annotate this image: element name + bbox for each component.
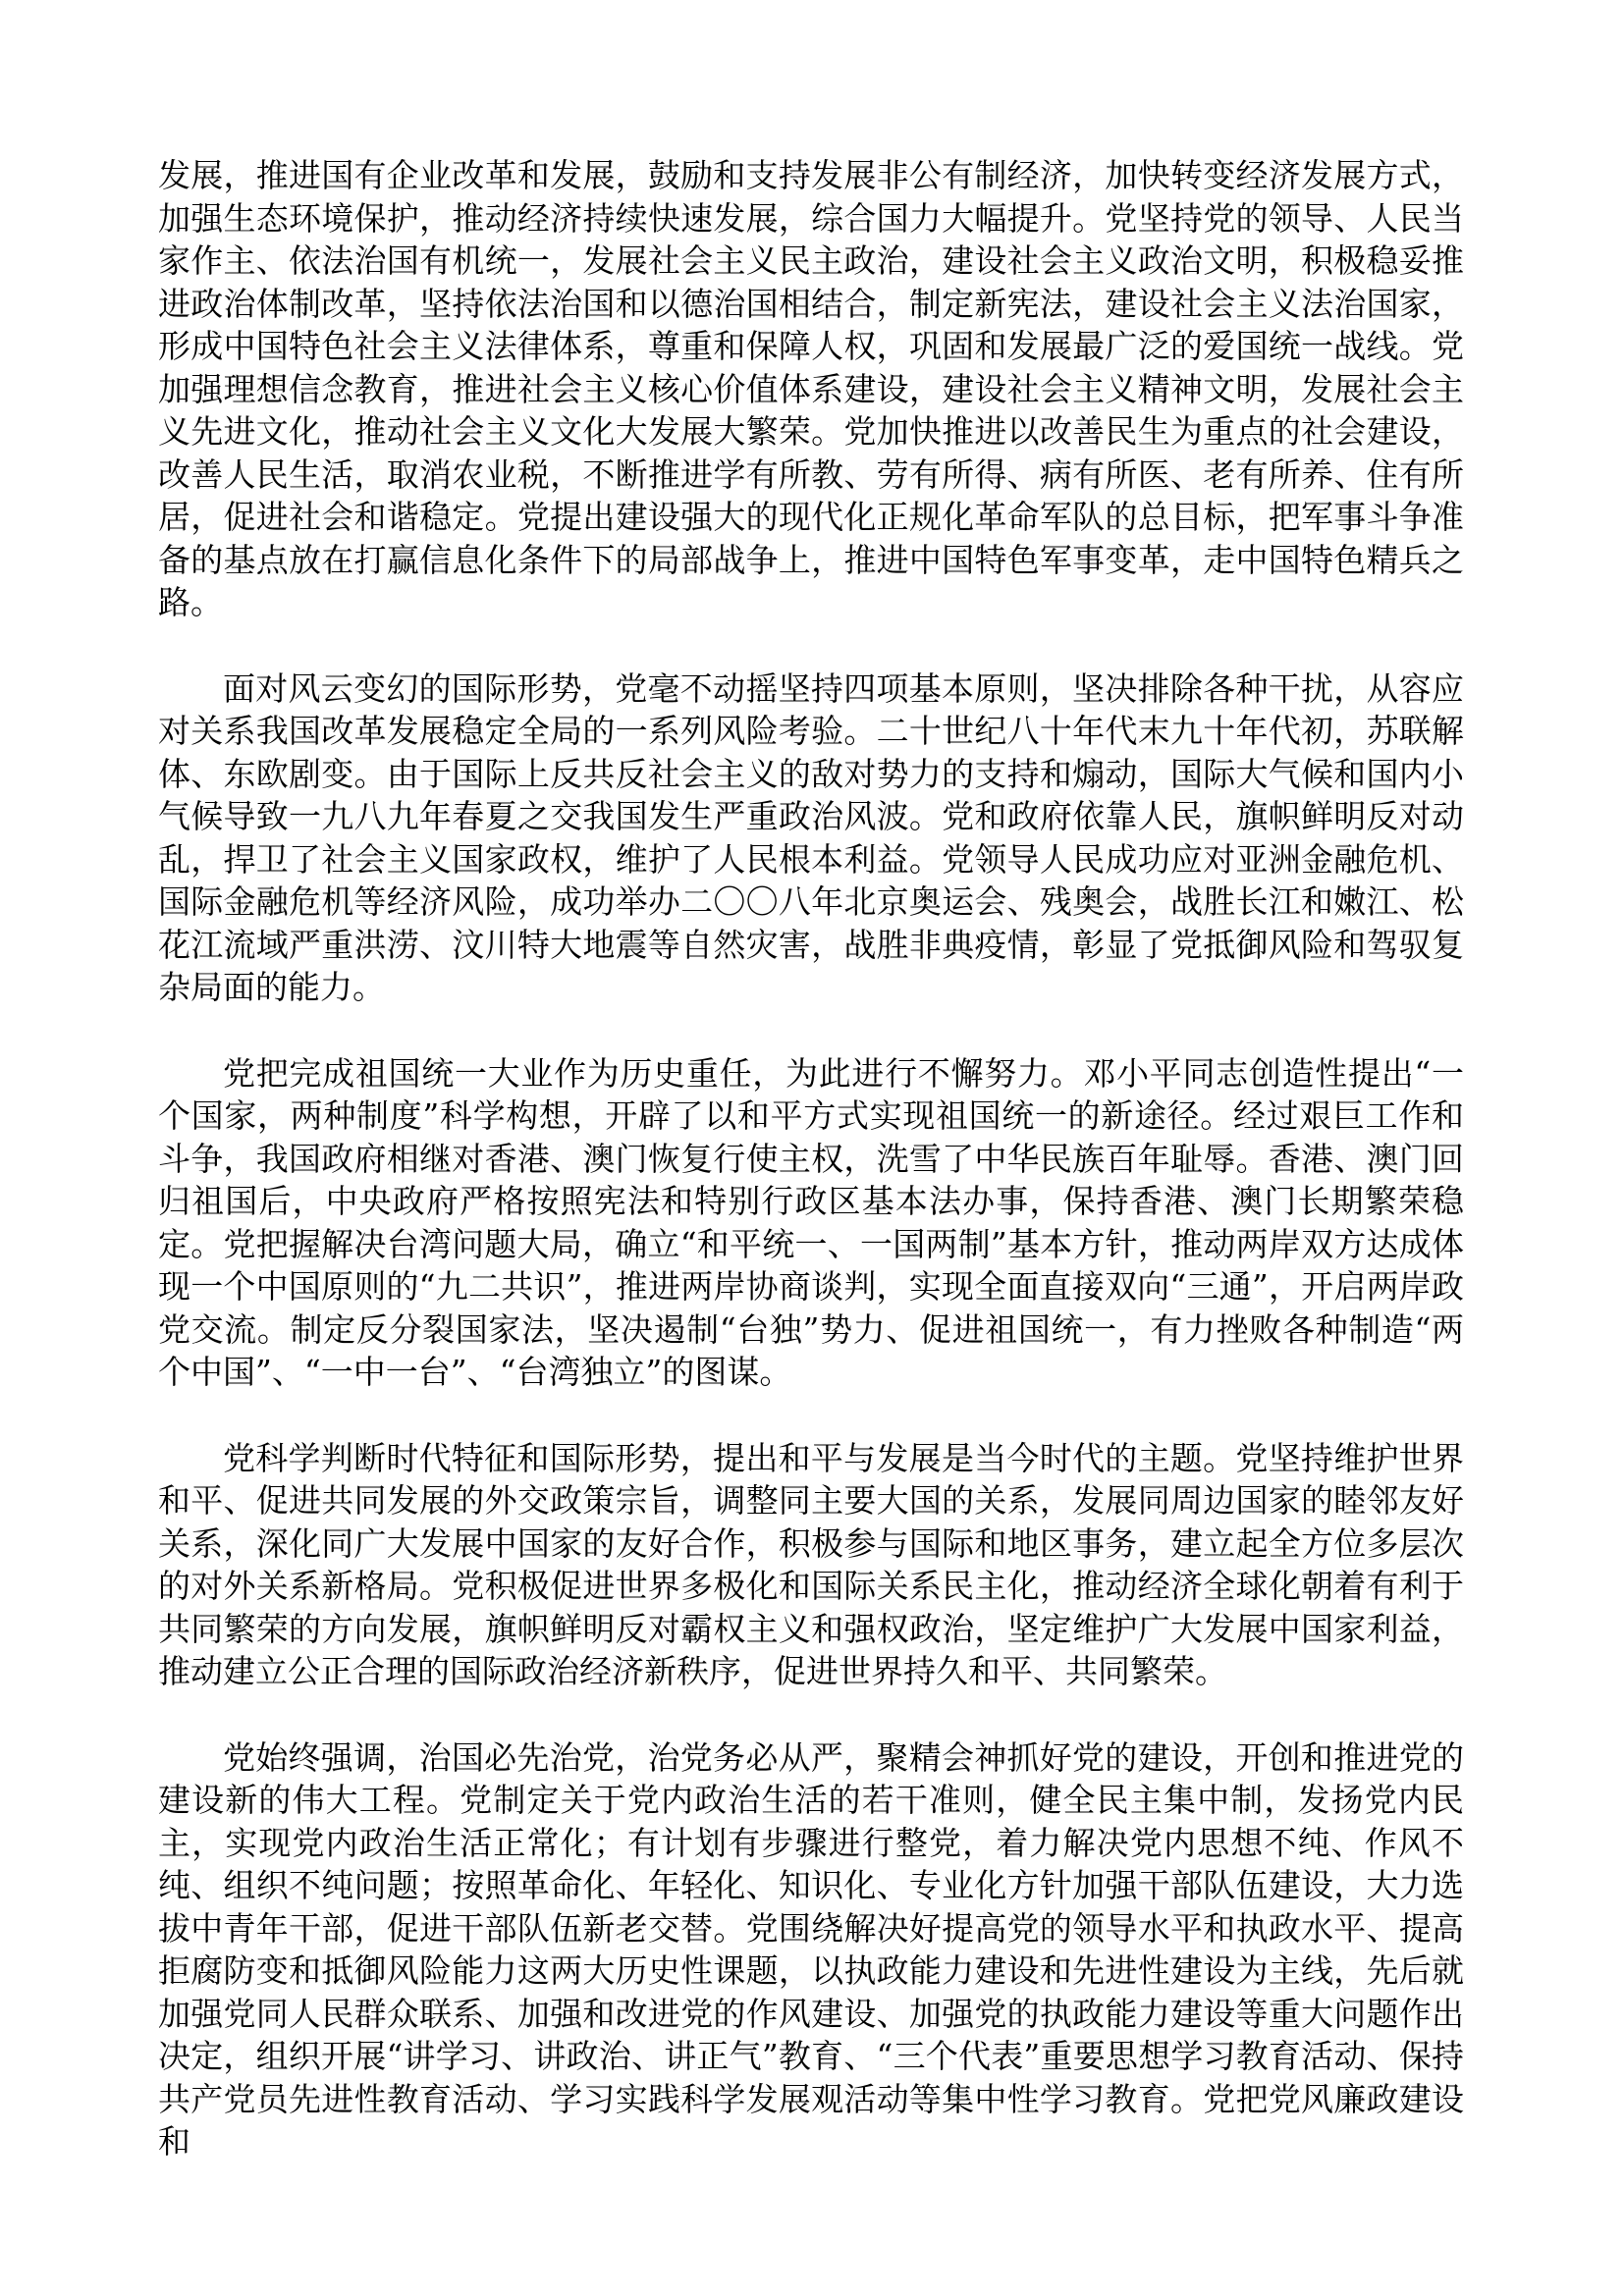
- document-body: [158, 154, 1464, 2163]
- paragraph: 党始终强调，治国必先治党，治党务必从严，聚精会神抓好党的建设，开创和推进党的建设新的伟大工程。党制定关于党内政治生活的若干准则，健全民主集中制，发扬党内民主，实现党内政治生活正常化；有计划有步骤进行整党，着力解决党内思想不纯、作风不纯、组织不纯问题；按照革命化、年轻化、知识化、专业化方针加强干部队伍建设，大力选拔中青年干部，促进干部队伍新老交替。党围绕解决好提高党的领导水平和执政水平、提高拒腐防变和抵御风险能力这两大历史性课题，以执政能力建设和先进性建设为主线，先后就加强党同人民群众联系、加强和改进党的作风建设、加强党的执政能力建设等重大问题作出决定，组织开展“讲学习、讲政治、讲正气”教育、“三个代表”重要思想学习教育活动、保持共产党员先进性教育活动、学习实践科学发展观活动等集中性学习教育。党把党风廉政建设和: [158, 1737, 1464, 2161]
- paragraph: 发展，推进国有企业改革和发展，鼓励和支持发展非公有制经济，加快转变经济发展方式，加强生态环境保护，推动经济持续快速发展，综合国力大幅提升。党坚持党的领导、人民当家作主、依法治国有机统一，发展社会主义民主政治，建设社会主义政治文明，积极稳妥推进政治体制改革，坚持依法治国和以德治国相结合，制定新宪法，建设社会主义法治国家，形成中国特色社会主义法律体系，尊重和保障人权，巩固和发展最广泛的爱国统一战线。党加强理想信念教育，推进社会主义核心价值体系建设，建设社会主义精神文明，发展社会主义先进文化，推动社会主义文化大发展大繁荣。党加快推进以改善民生为重点的社会建设，改善人民生活，取消农业税，不断推进学有所教、劳有所得、病有所医、老有所养、住有所居，促进社会和谐稳定。党提出建设强大的现代化正规化革命军队的总目标，把军事斗争准备的基点放在打赢信息化条件下的局部战争上，推进中国特色军事变革，走中国特色精兵之路。: [158, 156, 1464, 621]
- paragraph: 面对风云变幻的国际形势，党毫不动摇坚持四项基本原则，坚决排除各种干扰，从容应对关系我国改革发展稳定全局的一系列风险考验。二十世纪八十年代末九十年代初，苏联解体、东欧剧变。由于国际上反共反社会主义的敌对势力的支持和煽动，国际大气候和国内小气候导致一九八九年春夏之交我国发生严重政治风波。党和政府依靠人民，旗帜鲜明反对动乱，捍卫了社会主义国家政权，维护了人民根本利益。党领导人民成功应对亚洲金融危机、国际金融危机等经济风险，成功举办二〇〇八年北京奥运会、残奥会，战胜长江和嫩江、松花江流域严重洪涝、汶川特大地震等自然灾害，战胜非典疫情，彰显了党抵御风险和驾驭复杂局面的能力。: [158, 668, 1464, 1006]
- paragraph: 党把完成祖国统一大业作为历史重任，为此进行不懈努力。邓小平同志创造性提出“一个国家，两种制度”科学构想，开辟了以和平方式实现祖国统一的新途径。经过艰巨工作和斗争，我国政府相继对香港、澳门恢复行使主权，洗雪了中华民族百年耻辱。香港、澳门回归祖国后，中央政府严格按照宪法和特别行政区基本法办事，保持香港、澳门长期繁荣稳定。党把握解决台湾问题大局，确立“和平统一、一国两制”基本方针，推动两岸双方达成体现一个中国原则的“九二共识”，推进两岸协商谈判，实现全面直接双向“三通”，开启两岸政党交流。制定反分裂国家法，坚决遏制“台独”势力、促进祖国统一，有力挫败各种制造“两个中国”、“一中一台”、“台湾独立”的图谋。: [158, 1053, 1464, 1391]
- paragraph: 党科学判断时代特征和国际形势，提出和平与发展是当今时代的主题。党坚持维护世界和平、促进共同发展的外交政策宗旨，调整同主要大国的关系，发展同周边国家的睦邻友好关系，深化同广大发展中国家的友好合作，积极参与国际和地区事务，建立起全方位多层次的对外关系新格局。党积极促进世界多极化和国际关系民主化，推动经济全球化朝着有利于共同繁荣的方向发展，旗帜鲜明反对霸权主义和强权政治，坚定维护广大发展中国家利益，推动建立公正合理的国际政治经济新秩序，促进世界持久和平、共同繁荣。: [158, 1438, 1464, 1690]
